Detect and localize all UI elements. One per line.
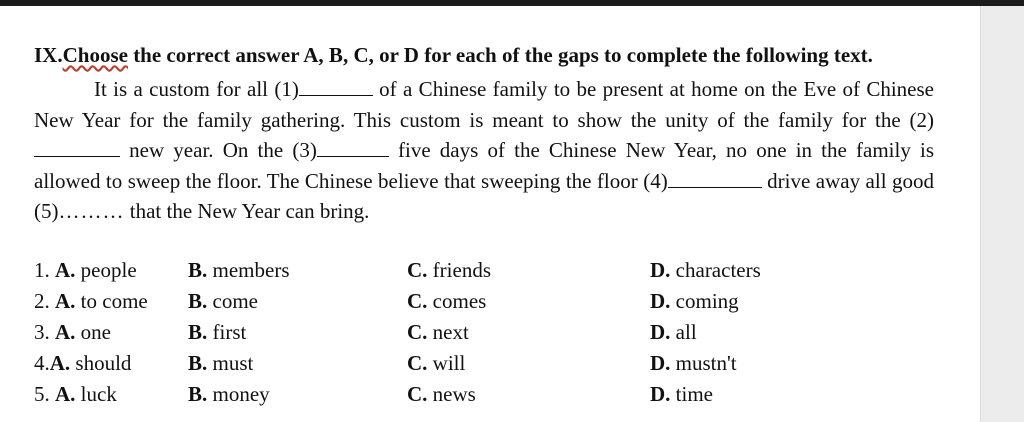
question-number: 5.	[34, 382, 55, 406]
option-letter: C.	[407, 351, 428, 375]
option-letter: A.	[55, 289, 76, 313]
option-letter: C.	[407, 258, 428, 282]
reading-passage	[34, 74, 934, 227]
option-letter: A.	[55, 258, 76, 282]
option-b	[188, 320, 246, 345]
option-text: members	[207, 258, 290, 282]
option-letter: D.	[650, 351, 671, 375]
gap-5-dotted-blank: ………	[58, 199, 125, 223]
gap-4-blank	[668, 171, 762, 188]
question-row-1	[34, 258, 934, 289]
option-letter: A.	[49, 351, 71, 375]
option-d	[650, 289, 739, 314]
answer-options	[34, 258, 934, 413]
option-letter: B.	[188, 258, 208, 282]
option-letter: B.	[188, 351, 208, 375]
option-b	[188, 289, 258, 314]
question-number: 2.	[34, 289, 55, 313]
option-text: time	[670, 382, 713, 406]
option-letter: C.	[407, 289, 428, 313]
option-a	[34, 351, 131, 376]
spellcheck-underlined-word: Choose	[62, 43, 128, 67]
option-letter: B.	[188, 320, 208, 344]
option-d	[650, 320, 697, 345]
option-text: next	[427, 320, 469, 344]
option-b	[188, 382, 270, 407]
option-letter: D.	[650, 320, 671, 344]
question-row-3	[34, 320, 934, 351]
question-row-2	[34, 289, 934, 320]
option-text: luck	[75, 382, 117, 406]
option-a	[34, 289, 148, 314]
option-b	[188, 258, 290, 283]
gap-3-blank-part-1	[317, 140, 351, 157]
passage-text: new year. On the (3)	[120, 138, 317, 162]
option-letter: A.	[55, 320, 76, 344]
right-side-panel	[980, 6, 1024, 422]
option-text: news	[427, 382, 476, 406]
option-c	[407, 258, 491, 283]
option-text: coming	[670, 289, 739, 313]
option-text: money	[207, 382, 270, 406]
passage-text: that the New Year can bring.	[124, 199, 370, 223]
passage-text: It is a custom for all (1)	[94, 77, 299, 101]
option-text: first	[207, 320, 247, 344]
option-text: characters	[670, 258, 761, 282]
passage-text: drive away all good (5)	[34, 168, 934, 223]
option-a	[34, 382, 117, 407]
option-c	[407, 382, 476, 407]
question-number: 3.	[34, 320, 55, 344]
passage-text: of a Chinese family to be present at home on the Eve of Chinese New Year for the family gathering. This custom is meant to show the unity of the family for the (2)	[34, 77, 934, 132]
option-text: one	[75, 320, 111, 344]
exercise-number: IX.	[34, 43, 63, 67]
option-letter: C.	[407, 320, 428, 344]
option-a	[34, 258, 137, 283]
option-text: will	[427, 351, 466, 375]
option-letter: D.	[650, 382, 671, 406]
option-letter: B.	[188, 289, 208, 313]
question-row-4	[34, 351, 934, 382]
exercise-document	[34, 40, 934, 227]
gap-3-blank-part-2	[351, 140, 389, 157]
option-d	[650, 351, 737, 376]
option-text: mustn't	[670, 351, 737, 375]
top-edge-bar	[0, 0, 1024, 6]
option-text: people	[75, 258, 137, 282]
option-text: all	[670, 320, 697, 344]
option-letter: B.	[188, 382, 208, 406]
option-c	[407, 351, 465, 376]
option-letter: D.	[650, 258, 671, 282]
question-number: 4.	[34, 351, 50, 375]
gap-2-blank	[34, 140, 120, 157]
option-text: friends	[427, 258, 491, 282]
option-text: comes	[427, 289, 487, 313]
passage-text: five days of the Chinese New Year, no one in the family is allowed to sweep the floor. The Chinese believe that sweeping the floor (4)	[34, 138, 934, 193]
option-a	[34, 320, 111, 345]
option-text: to come	[75, 289, 148, 313]
option-letter: A.	[55, 382, 76, 406]
option-b	[188, 351, 253, 376]
exercise-heading	[34, 40, 934, 70]
gap-1-blank	[299, 79, 373, 96]
option-c	[407, 289, 486, 314]
question-row-5	[34, 382, 934, 413]
option-d	[650, 382, 713, 407]
option-letter: D.	[650, 289, 671, 313]
instruction-text: the correct answer A, B, C, or D for each of the gaps to complete the following text.	[127, 43, 873, 67]
option-c	[407, 320, 469, 345]
option-text: come	[207, 289, 258, 313]
question-number: 1.	[34, 258, 55, 282]
option-letter: C.	[407, 382, 428, 406]
option-text: should	[70, 351, 132, 375]
option-text: must	[207, 351, 254, 375]
option-d	[650, 258, 761, 283]
